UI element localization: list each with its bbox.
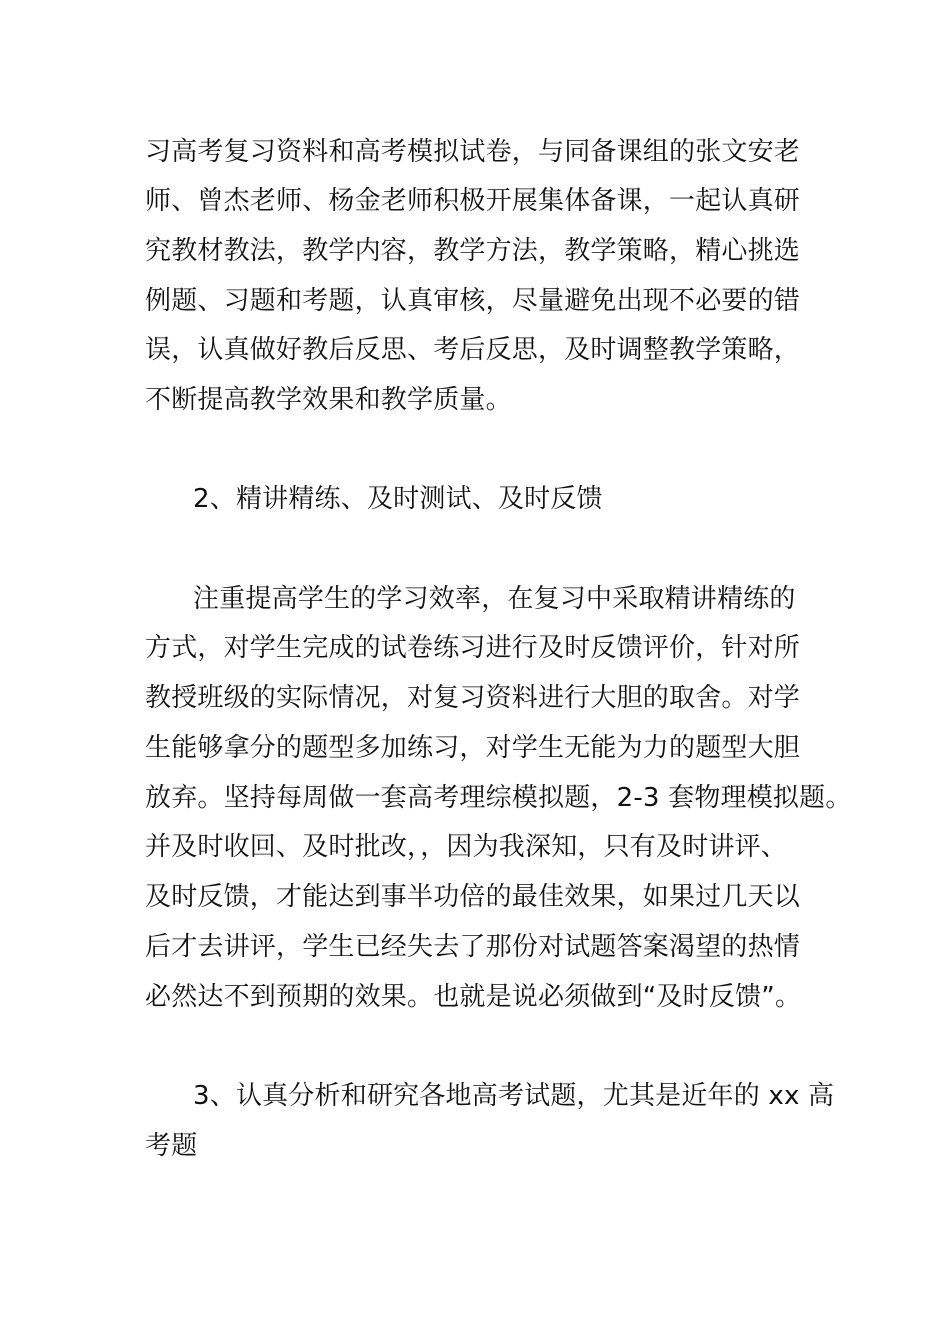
paragraph-1-line: 误，认真做好教后反思、考后反思，及时调整教学策略，: [145, 335, 801, 365]
paragraph-2-line: 方式，对学生完成的试卷练习进行及时反馈评价，针对所: [145, 633, 801, 663]
paragraph-1-line: 例题、习题和考题，认真审核，尽量避免出现不必要的错: [145, 286, 801, 316]
section-heading-3-continuation: 考题: [145, 1131, 198, 1161]
paragraph-2-line: 教授班级的实际情况，对复习资料进行大胆的取舍。对学: [145, 683, 801, 713]
paragraph-1-line: 究教材教法，教学内容，教学方法，教学策略，精心挑选: [145, 236, 801, 266]
section-heading-3: 3、认真分析和研究各地高考试题，尤其是近年的 xx 高: [193, 1081, 835, 1111]
paragraph-2-line: 及时反馈，才能达到事半功倍的最佳效果，如果过几天以: [145, 882, 801, 912]
paragraph-1-line: 习高考复习资料和高考模拟试卷，与同备课组的张文安老: [145, 137, 801, 167]
section-heading-2: 2、精讲精练、及时测试、及时反馈: [193, 484, 603, 514]
paragraph-2-line: 放弃。坚持每周做一套高考理综模拟题，2-3 套物理模拟题。: [145, 783, 852, 813]
paragraph-2-line: 后才去讲评，学生已经失去了那份对试题答案渴望的热情: [145, 932, 801, 962]
paragraph-2-line: 生能够拿分的题型多加练习，对学生无能为力的题型大胆: [145, 733, 801, 763]
paragraph-2-line: 注重提高学生的学习效率，在复习中采取精讲精练的: [193, 584, 796, 614]
paragraph-1-line: 不断提高教学效果和教学质量。: [145, 385, 512, 415]
paragraph-1-line: 师、曾杰老师、杨金老师积极开展集体备课，一起认真研: [145, 186, 801, 216]
paragraph-2-line: 必然达不到预期的效果。也就是说必须做到“及时反馈”。: [145, 982, 802, 1012]
paragraph-2-line: 并及时收回、及时批改，，因为我深知，只有及时讲评、: [145, 832, 788, 862]
